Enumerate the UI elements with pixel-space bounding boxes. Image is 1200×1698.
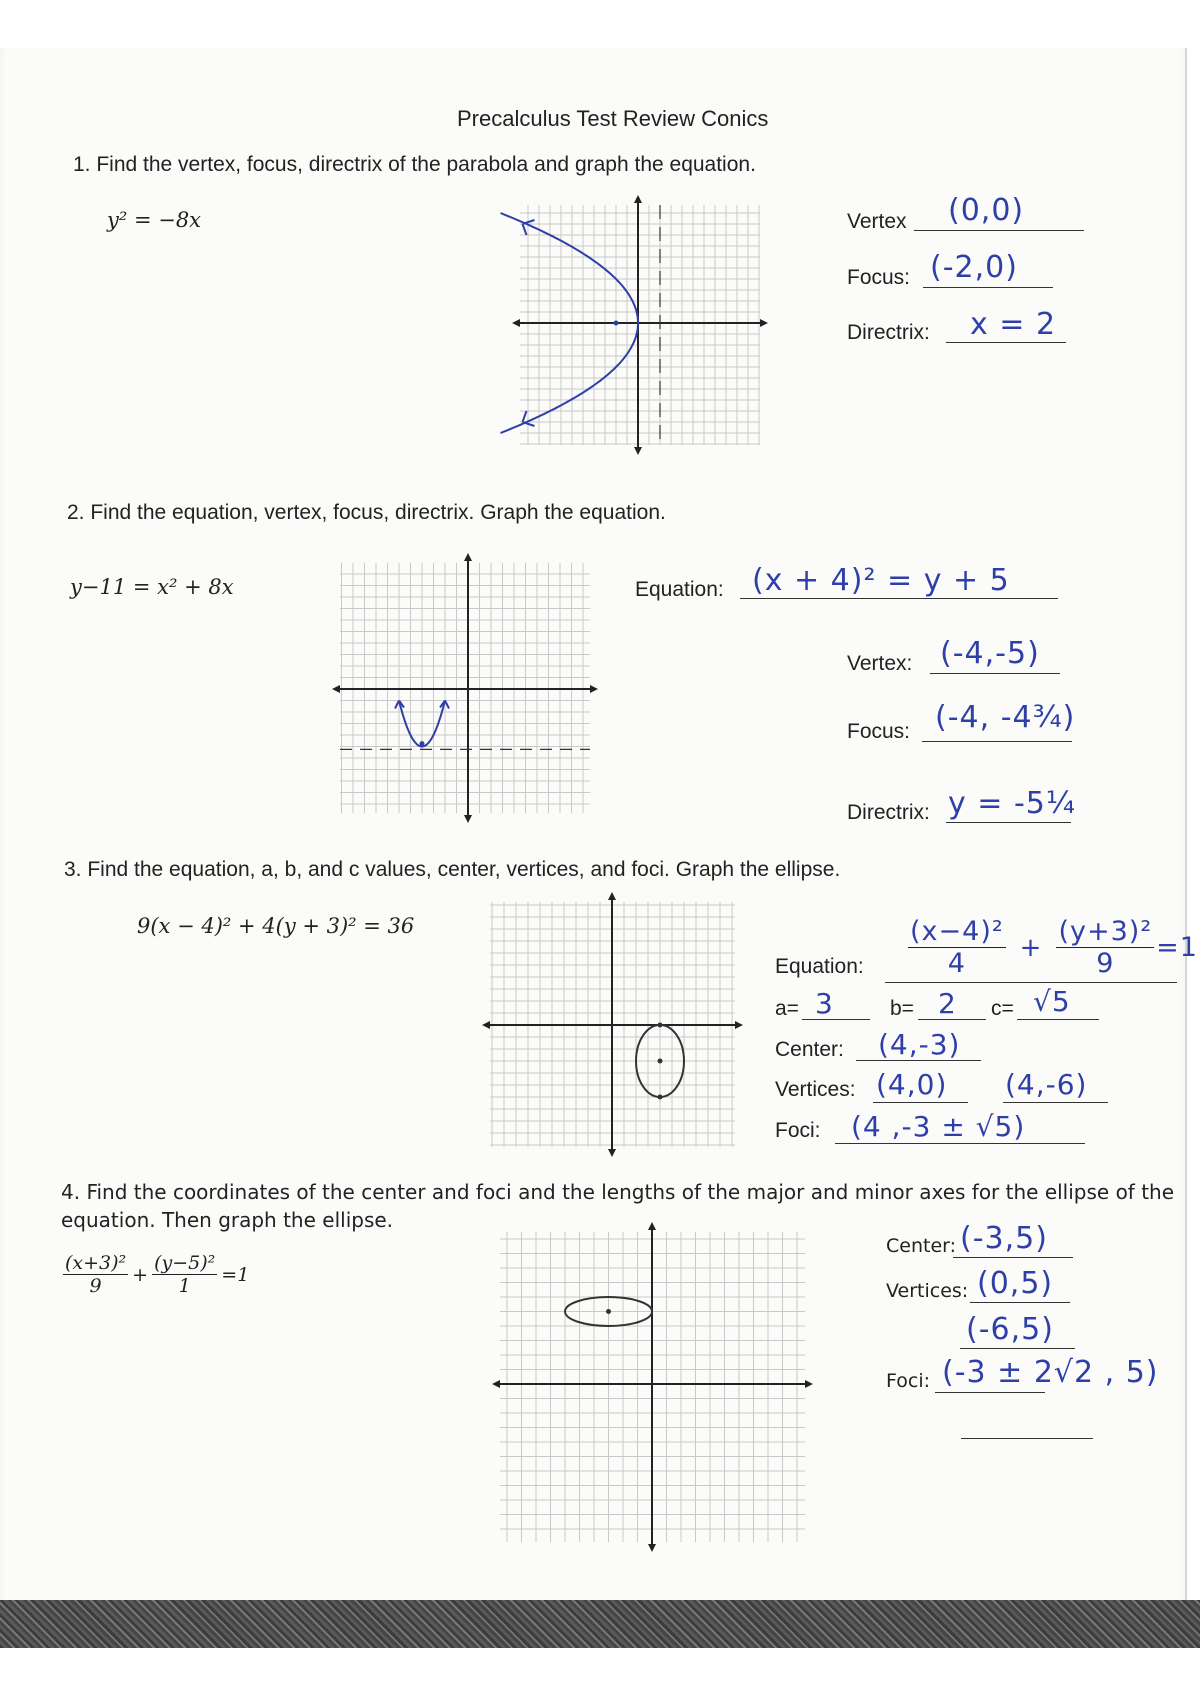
q3-b-label: b= [890,997,914,1020]
q4-center-underline [953,1257,1073,1258]
q4-center-label: Center: [886,1235,957,1257]
q1-vertex-underline [914,230,1084,231]
q2-directrix-answer: y = -5¼ [948,786,1076,821]
q1-directrix-label: Directrix: [847,321,930,344]
q4-eq-plus: + [132,1263,149,1286]
q3-foci-label: Foci: [775,1119,821,1142]
q4-vertex-2-underline [960,1348,1075,1349]
q3-b-answer: 2 [938,987,957,1020]
question-1-graph [520,205,760,445]
q4-eq-frac-1 [63,1252,128,1297]
q4-foci-answer: (-3 ± 2√2 , 5) [942,1355,1159,1390]
question-3-equation: 9(x − 4)² + 4(y + 3)² = 36 [137,914,415,938]
focus-point [420,741,425,746]
q2-equation-label: Equation: [635,578,724,601]
question-4-equation [63,1252,249,1297]
q2-directrix-underline [946,822,1071,823]
q4-vertices-underline [970,1302,1070,1303]
page-title: Precalculus Test Review Conics [457,106,769,131]
q3-c-label: c= [991,997,1014,1020]
q4-eq-den-2: 1 [178,1275,191,1297]
q3-plus: + [1019,932,1043,963]
q3-vertices-underline-1 [873,1102,968,1103]
q4-vertex-2-answer: (-6,5) [966,1312,1054,1347]
q4-eq-num-1: (x+3)² [65,1252,127,1274]
q3-a-underline [802,1019,870,1020]
q1-focus-label: Focus: [847,266,911,289]
q3-frac-2-num: (y+3)² [1058,916,1153,947]
q2-vertex-label: Vertex: [847,652,913,675]
q4-eq-rhs: =1 [221,1263,250,1286]
q1-vertex-label: Vertex [847,210,907,233]
question-4-prompt-line-1: 4. Find the coordinates of the center and foci and the lengths of the major and minor axes for the ellipse of the [61,1180,1175,1204]
question-2-graph [340,563,590,813]
question-3-graph [490,902,735,1147]
center-point [658,1059,663,1064]
q3-a-label: a= [775,997,799,1020]
q3-eq-rhs: =1 [1156,932,1198,963]
background-floor [0,1600,1200,1648]
q2-equation-answer: (x + 4)² = y + 5 [752,563,1010,598]
q3-frac-2 [1056,916,1154,979]
q1-directrix-answer: x = 2 [970,307,1057,342]
q3-frac-1-num: (x−4)² [910,916,1004,947]
vertex-point [658,1023,663,1028]
q3-foci-answer: (4 ,-3 ± √5) [851,1110,1026,1143]
q3-vertices-label: Vertices: [775,1078,856,1101]
question-4-graph [500,1232,805,1542]
q4-foci-extra-underline [961,1438,1093,1439]
q1-focus-underline [923,287,1053,288]
question-4-prompt-line-2: equation. Then graph the ellipse. [61,1208,394,1232]
q3-equation-underline [885,982,1177,983]
q4-foci-label: Foci: [886,1370,931,1392]
q3-vertices-underline-2 [1003,1102,1108,1103]
q3-a-answer: 3 [815,987,834,1020]
q1-focus-answer: (-2,0) [930,250,1018,285]
q4-eq-num-2: (y−5)² [154,1252,216,1274]
q3-vertex-1-answer: (4,0) [876,1068,948,1101]
vertex-point [658,1095,663,1100]
q3-center-label: Center: [775,1038,844,1061]
question-3-prompt: 3. Find the equation, a, b, and c values, center, vertices, and foci. Graph the ellipse. [64,858,841,881]
q3-center-answer: (4,-3) [878,1028,961,1061]
question-2-prompt: 2. Find the equation, vertex, focus, directrix. Graph the equation. [67,501,666,524]
q4-eq-den-1: 9 [89,1275,102,1297]
q3-equation-label: Equation: [775,955,864,978]
focus-point [614,321,619,326]
q4-vertices-label: Vertices: [886,1280,969,1302]
question-1-equation: y² = −8x [107,208,202,232]
q2-directrix-label: Directrix: [847,801,930,824]
q3-equation-answer [908,916,1198,979]
q4-foci-underline [935,1392,1045,1393]
question-1-prompt: 1. Find the vertex, focus, directrix of the parabola and graph the equation. [73,153,756,176]
q2-vertex-underline [930,673,1060,674]
question-2-equation: y−11 = x² + 8x [70,575,234,599]
q2-equation-underline [740,598,1058,599]
q1-vertex-answer: (0,0) [948,193,1025,228]
q2-focus-underline [922,741,1072,742]
q2-focus-answer: (-4, -4¾) [935,700,1076,735]
q3-frac-1-den: 4 [947,948,966,979]
q2-vertex-answer: (-4,-5) [940,636,1040,671]
q4-eq-frac-2 [152,1252,217,1297]
q3-foci-underline [835,1143,1085,1144]
q3-c-answer: √5 [1033,985,1071,1018]
q3-vertex-2-answer: (4,-6) [1005,1068,1088,1101]
q2-focus-label: Focus: [847,720,911,743]
center-point [606,1309,611,1314]
q3-c-underline [1017,1019,1099,1020]
q3-frac-2-den: 9 [1096,948,1115,979]
q3-frac-1 [908,916,1006,979]
q4-center-answer: (-3,5) [960,1221,1048,1256]
q1-directrix-underline [946,342,1066,343]
q4-vertex-1-answer: (0,5) [977,1266,1054,1301]
